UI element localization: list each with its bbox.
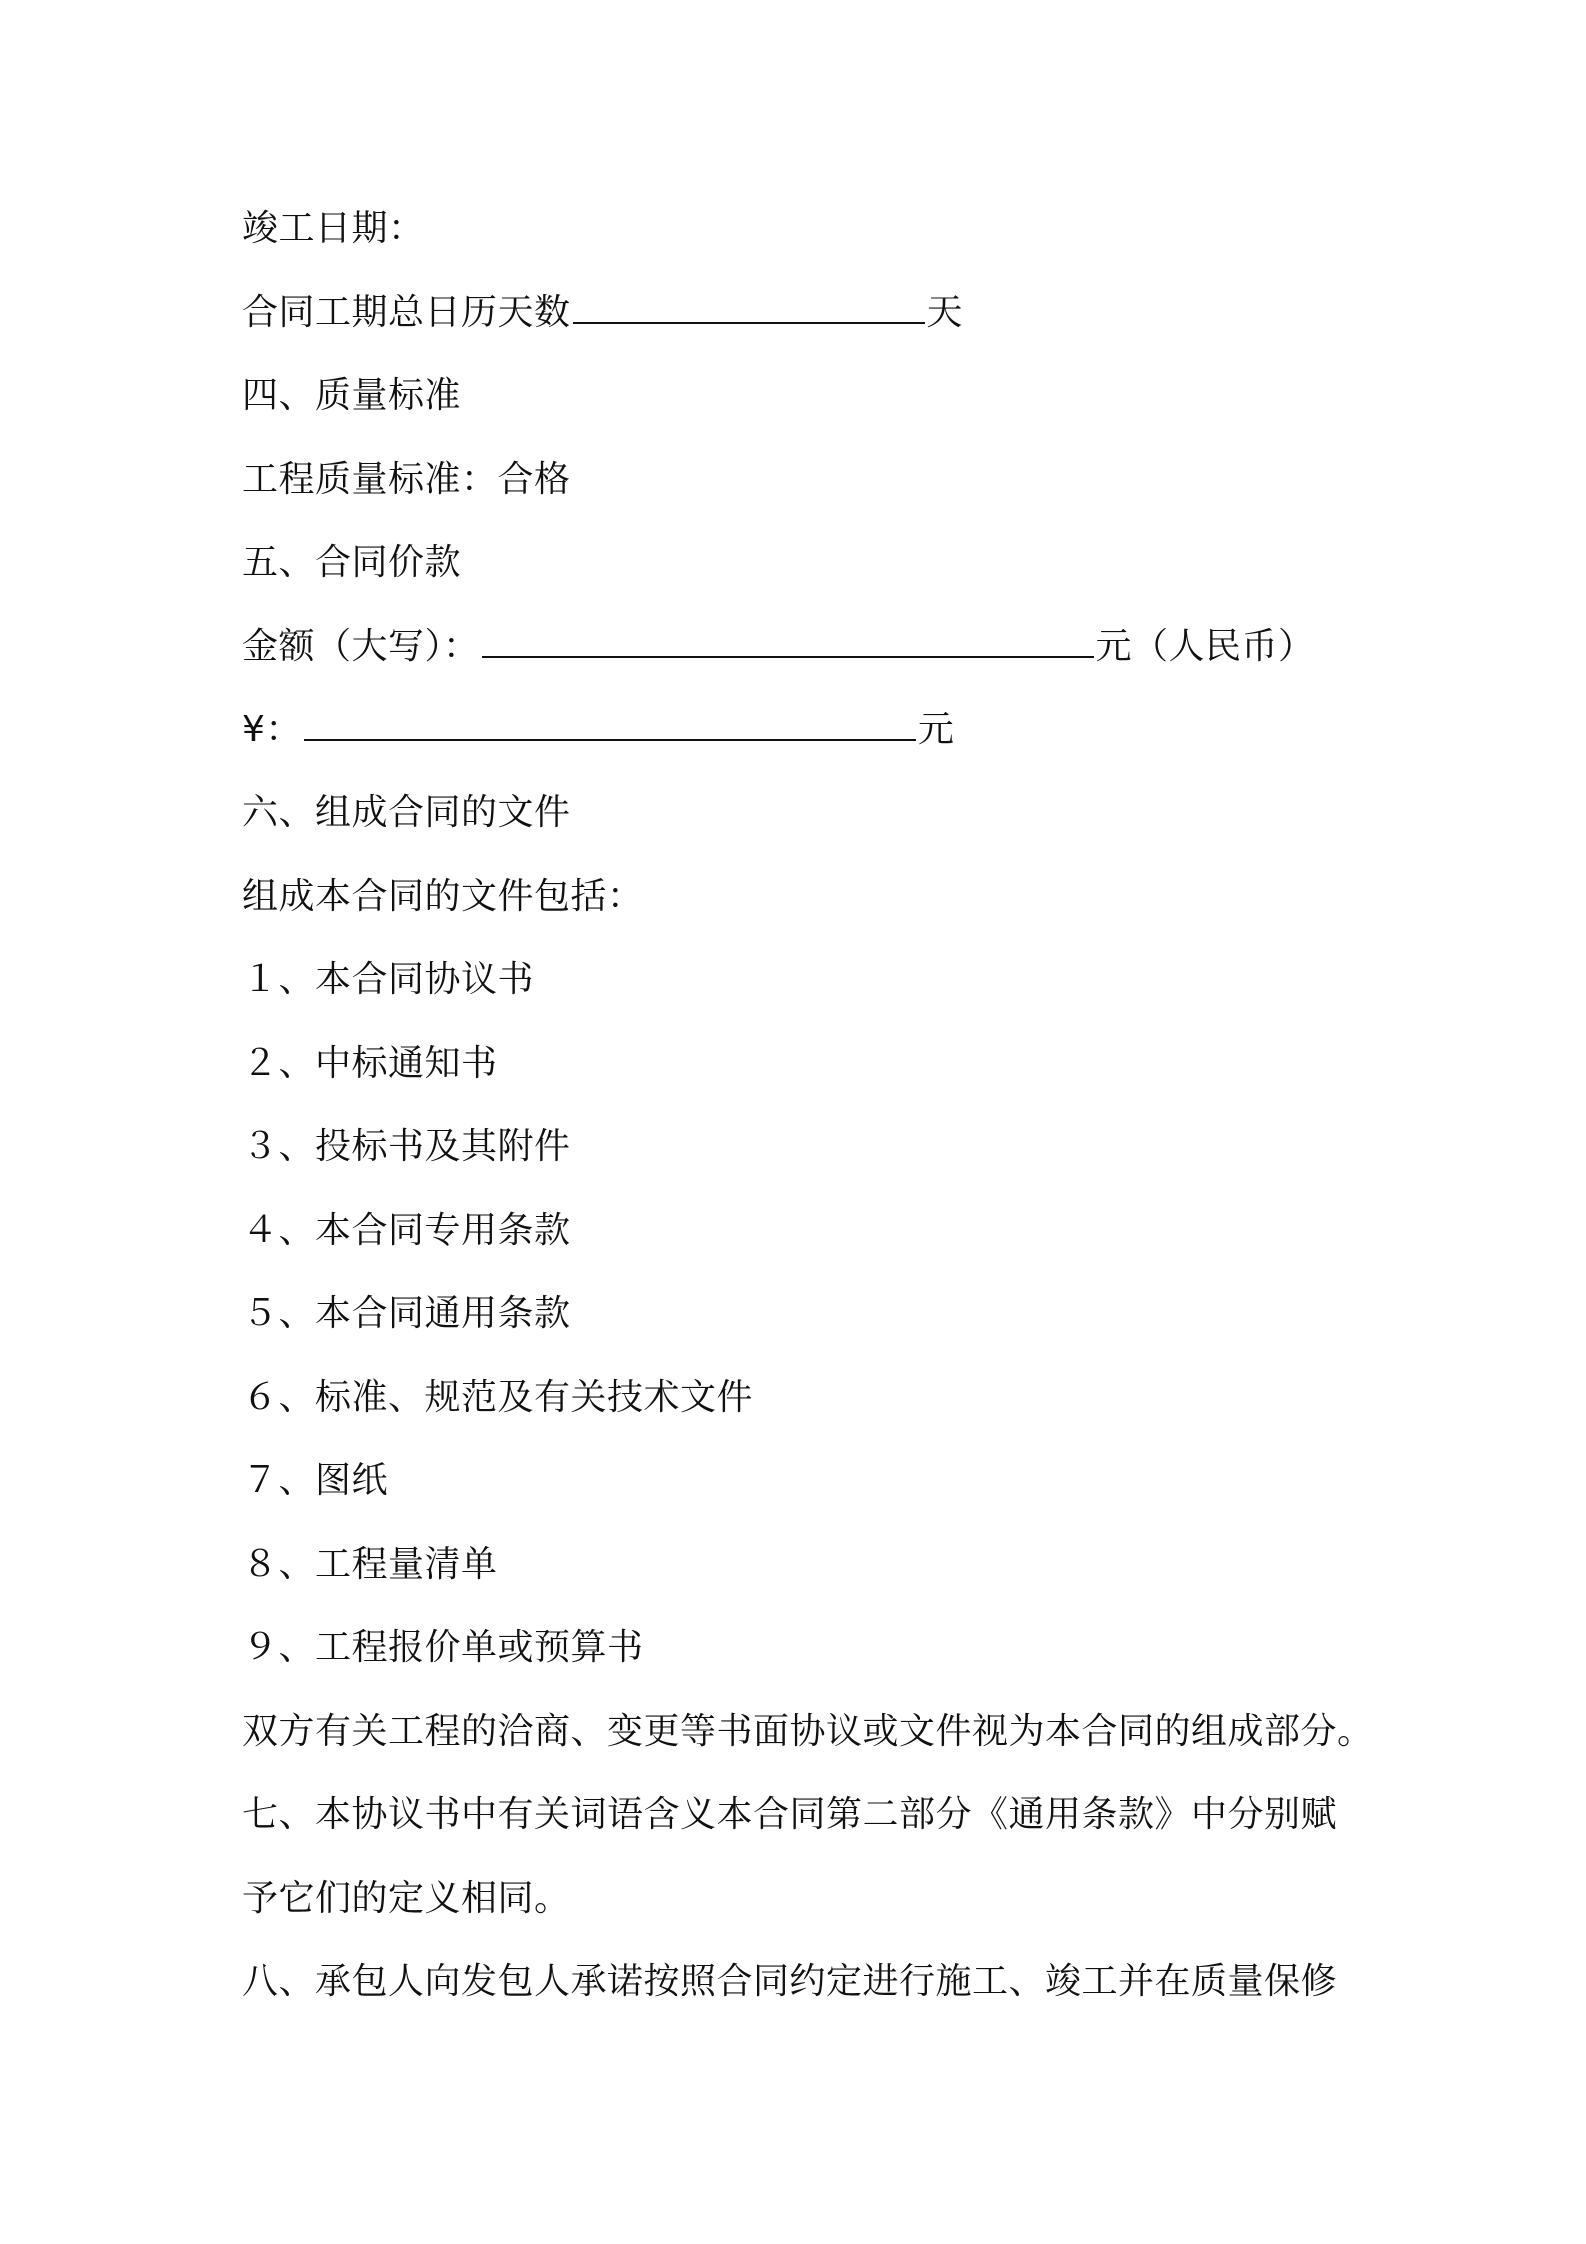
- document-item: ９、工程报价单或预算书: [242, 1627, 644, 1668]
- total-days-unit: 天: [926, 292, 964, 333]
- total-days-row: [242, 291, 963, 335]
- document-item: ５、本合同通用条款: [242, 1293, 571, 1334]
- section-8-line-1: 八、承包人向发包人承诺按照合同约定进行施工、竣工并在质量保修: [242, 1961, 1338, 2002]
- section-4-heading: 四、质量标准: [242, 375, 462, 416]
- completion-date-label: 竣工日期：: [242, 208, 425, 249]
- total-days-label: 合同工期总日历天数: [242, 292, 571, 333]
- document-item: ８、工程量清单: [242, 1544, 498, 1585]
- supplement-note: 双方有关工程的洽商、变更等书面协议或文件视为本合同的组成部分。: [242, 1711, 1374, 1752]
- amount-words-label: 金额（大写）：: [242, 626, 480, 667]
- document-item: ３、投标书及其附件: [242, 1126, 571, 1167]
- total-days-field[interactable]: [573, 292, 925, 324]
- amount-words-field[interactable]: [482, 626, 1094, 658]
- section-7-line-2: 予它们的定义相同。: [242, 1878, 571, 1919]
- quality-standard-text: 工程质量标准：合格: [242, 459, 571, 500]
- document-item: ７、图纸: [242, 1460, 389, 1501]
- document-item: ２、中标通知书: [242, 1043, 498, 1084]
- document-item: ６、标准、规范及有关技术文件: [242, 1377, 754, 1418]
- amount-words-row: [242, 625, 1315, 669]
- amount-words-unit: 元（人民币）: [1095, 626, 1315, 667]
- documents-intro: 组成本合同的文件包括：: [242, 876, 644, 917]
- amount-number-field[interactable]: [304, 709, 916, 741]
- section-7-line-1: 七、本协议书中有关词语含义本合同第二部分《通用条款》中分别赋: [242, 1794, 1338, 1835]
- document-item: ４、本合同专用条款: [242, 1210, 571, 1251]
- amount-number-label: ¥：: [242, 709, 302, 750]
- section-6-heading: 六、组成合同的文件: [242, 792, 571, 833]
- amount-number-unit: 元: [917, 709, 955, 750]
- amount-number-row: [242, 708, 954, 752]
- document-item: １、本合同协议书: [242, 959, 535, 1000]
- section-5-heading: 五、合同价款: [242, 542, 462, 583]
